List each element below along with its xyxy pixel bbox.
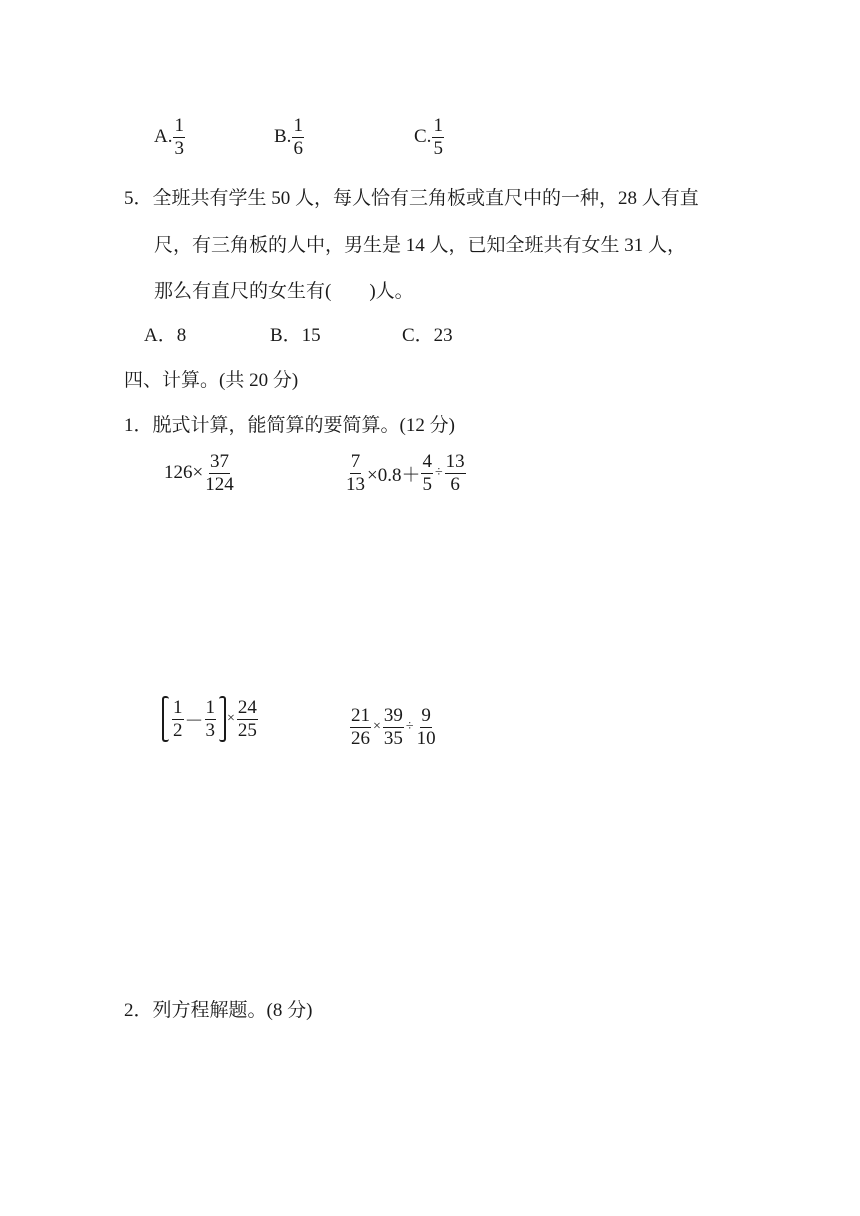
numerator: 1 xyxy=(173,696,183,718)
denominator: 124 xyxy=(205,473,234,495)
q4-option-b-label: B. xyxy=(274,126,292,148)
numerator: 39 xyxy=(383,705,403,726)
denominator: 10 xyxy=(416,727,436,749)
q4-option-a-fraction xyxy=(173,116,185,159)
expr1-whole: 126× xyxy=(164,462,204,484)
denominator: 5 xyxy=(433,137,443,159)
denominator: 2 xyxy=(173,719,183,741)
q4-option-b xyxy=(274,116,414,159)
denominator: 5 xyxy=(422,473,432,495)
denominator: 3 xyxy=(174,137,184,159)
q4-option-c xyxy=(414,116,445,159)
q5-line2: 尺，有三角板的人中，男生是 14 人，已知全班共有女生 31 人， xyxy=(154,235,687,256)
q5-line3: 那么有直尺的女生有( )人。 xyxy=(154,281,414,302)
numerator: 7 xyxy=(350,451,361,472)
expr2-fraction-1 xyxy=(345,452,366,495)
q5-option-a: A．8 xyxy=(144,325,187,346)
expr1-fraction xyxy=(204,452,235,495)
q5-line1: 5．全班共有学生 50 人，每人恰有三角板或直尺中的一种，28 人有直 xyxy=(124,188,699,209)
expr3-fraction-c xyxy=(237,698,258,741)
numerator: 1 xyxy=(293,115,303,136)
numerator: 4 xyxy=(422,451,432,472)
expression-4 xyxy=(349,706,438,749)
expr4-divide: ÷ xyxy=(405,719,414,735)
q5-option-c: C．23 xyxy=(402,325,453,346)
expr4-fraction-c xyxy=(416,706,437,749)
expr3-fraction-a xyxy=(172,698,184,741)
expr4-fraction-b xyxy=(383,706,404,749)
q4-option-b-fraction xyxy=(292,116,304,159)
denominator: 26 xyxy=(351,727,370,749)
denominator: 13 xyxy=(346,473,365,495)
expr4-times: × xyxy=(373,719,381,735)
q5-option-b: B．15 xyxy=(270,325,321,346)
numerator: 21 xyxy=(351,705,370,726)
numerator: 1 xyxy=(174,115,184,136)
denominator: 3 xyxy=(205,719,216,741)
denominator: 25 xyxy=(237,719,257,741)
numerator: 1 xyxy=(433,115,443,136)
q4-option-a xyxy=(154,116,274,159)
expr2-mid: ×0.8＋ xyxy=(367,464,421,486)
expr3-minus: － xyxy=(184,710,204,732)
expression-3 xyxy=(162,696,259,742)
right-bracket xyxy=(219,696,226,742)
q4-option-c-label: C. xyxy=(414,126,432,148)
expr3-times: × xyxy=(227,711,235,726)
numerator: 9 xyxy=(421,705,431,726)
expr2-fraction-3 xyxy=(445,452,466,495)
q4-options xyxy=(154,116,445,159)
expr4-fraction-a xyxy=(350,706,371,749)
expression-1 xyxy=(164,452,236,495)
denominator: 6 xyxy=(450,473,460,495)
denominator: 6 xyxy=(293,137,303,159)
q1-heading: 1．脱式计算，能简算的要简算。(12 分) xyxy=(124,415,455,436)
expr3-fraction-b xyxy=(205,698,217,741)
q2-heading: 2．列方程解题。(8 分) xyxy=(124,1000,313,1021)
denominator: 35 xyxy=(383,727,403,749)
q4-option-a-label: A. xyxy=(154,126,173,148)
expr2-divide: ÷ xyxy=(434,465,443,481)
q4-option-c-fraction xyxy=(432,116,444,159)
numerator: 37 xyxy=(209,451,229,472)
numerator: 13 xyxy=(445,451,465,472)
expression-2 xyxy=(344,452,467,495)
left-bracket xyxy=(162,696,169,742)
numerator: 24 xyxy=(237,696,257,718)
numerator: 1 xyxy=(205,696,216,718)
section-heading: 四、计算。(共 20 分) xyxy=(124,370,299,391)
expr2-fraction-2 xyxy=(421,452,433,495)
